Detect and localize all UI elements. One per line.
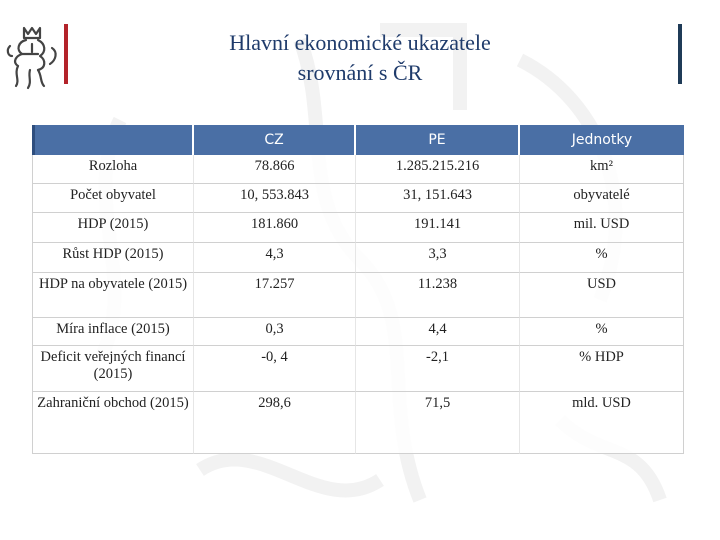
- table-row: [32, 184, 684, 213]
- row-label: Deficit veřejných financí (2015): [32, 346, 194, 392]
- unit-value: obyvatelé: [520, 184, 684, 213]
- pe-value: 1.285.215.216: [356, 155, 520, 184]
- pe-value: 11.238: [356, 273, 520, 318]
- czech-lion-emblem-icon: [2, 24, 60, 90]
- row-label: Rozloha: [32, 155, 194, 184]
- cz-value: 17.257: [194, 273, 356, 318]
- pe-value: -2,1: [356, 346, 520, 392]
- indicators-table: [32, 125, 684, 454]
- table-row: [32, 346, 684, 392]
- row-label: Míra inflace (2015): [32, 318, 194, 346]
- header-cell-indicator: [32, 125, 194, 155]
- table-header-row: [32, 125, 684, 155]
- slide-title: [150, 28, 570, 88]
- table-row: [32, 318, 684, 346]
- row-label: Počet obyvatel: [32, 184, 194, 213]
- unit-value: % HDP: [520, 346, 684, 392]
- cz-value: 4,3: [194, 243, 356, 273]
- table-row: [32, 392, 684, 454]
- unit-value: %: [520, 318, 684, 346]
- unit-value: mil. USD: [520, 213, 684, 243]
- row-label: Zahraniční obchod (2015): [32, 392, 194, 454]
- pe-value: 71,5: [356, 392, 520, 454]
- unit-value: km²: [520, 155, 684, 184]
- row-label: Růst HDP (2015): [32, 243, 194, 273]
- header-cell-cz: CZ: [194, 125, 356, 155]
- red-accent-bar: [64, 24, 68, 84]
- unit-value: mld. USD: [520, 392, 684, 454]
- table-row: [32, 273, 684, 318]
- pe-value: 31, 151.643: [356, 184, 520, 213]
- pe-value: 4,4: [356, 318, 520, 346]
- cz-value: 298,6: [194, 392, 356, 454]
- title-line-1: Hlavní ekonomické ukazatele: [229, 30, 491, 55]
- pe-value: 3,3: [356, 243, 520, 273]
- unit-value: USD: [520, 273, 684, 318]
- cz-value: -0, 4: [194, 346, 356, 392]
- row-label: HDP (2015): [32, 213, 194, 243]
- header-cell-units: Jednotky: [520, 125, 684, 155]
- row-label: HDP na obyvatele (2015): [32, 273, 194, 318]
- cz-value: 10, 553.843: [194, 184, 356, 213]
- title-line-2: srovnání s ČR: [297, 60, 423, 85]
- unit-value: %: [520, 243, 684, 273]
- table-row: [32, 243, 684, 273]
- cz-value: 0,3: [194, 318, 356, 346]
- header-cell-pe: PE: [356, 125, 520, 155]
- cz-value: 181.860: [194, 213, 356, 243]
- pe-value: 191.141: [356, 213, 520, 243]
- cz-value: 78.866: [194, 155, 356, 184]
- table-row: [32, 213, 684, 243]
- table-row: [32, 155, 684, 184]
- blue-accent-bar: [678, 24, 682, 84]
